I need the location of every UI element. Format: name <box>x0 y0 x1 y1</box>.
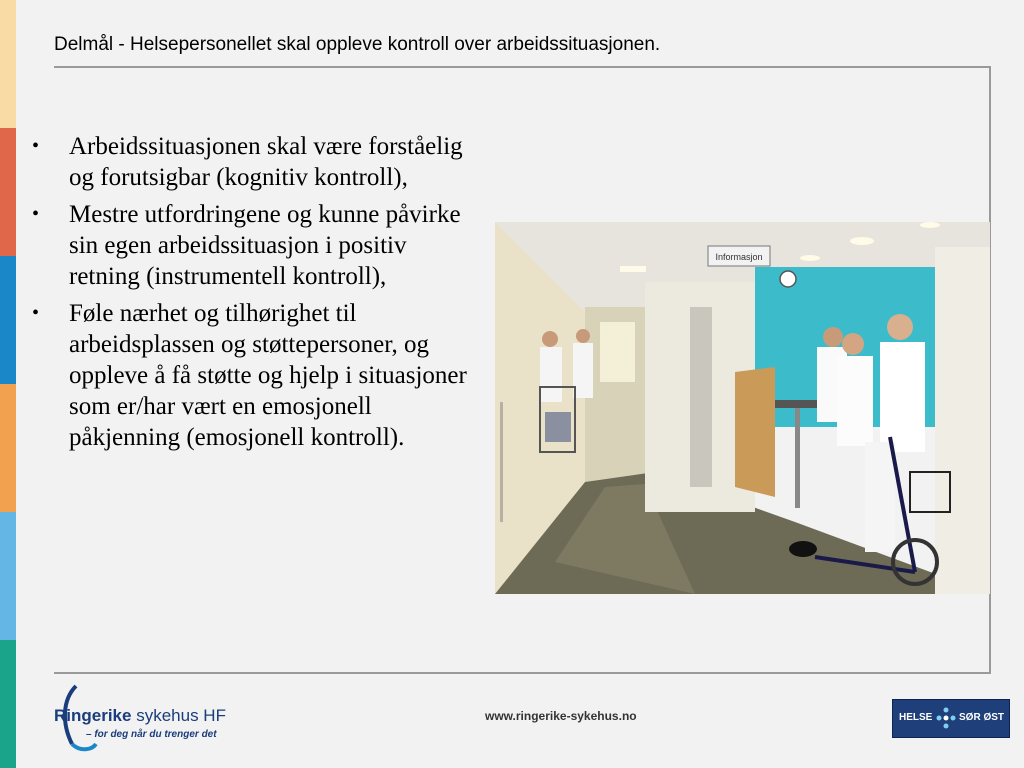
bullet-text: Arbeidssituasjonen skal være forståelig og forutsigbar (kognitiv kontroll), <box>69 133 463 191</box>
bullet-text: Føle nærhet og tilhørighet til arbeidsplassen og støttepersoner, og oppleve å få støtte og hjelp i situasjoner som er/har vært en emosjonell påkjenning (emosjonell kontroll). <box>69 300 467 451</box>
slide-title: Delmål - Helsepersonellet skal oppleve kontroll over arbeidssituasjonen. <box>54 34 661 55</box>
stripe-orange <box>0 384 16 512</box>
stripe-blue <box>0 256 16 384</box>
information-sign: Informasjon <box>715 252 763 262</box>
stripe-red <box>0 128 16 256</box>
title-divider <box>54 66 991 68</box>
bullet-symbol: • <box>32 203 40 225</box>
stripe-teal <box>0 640 16 768</box>
bullet-list <box>30 131 470 453</box>
hospital-name <box>54 706 226 726</box>
hospital-name-rest: sykehus HF <box>131 706 226 725</box>
bullet-item <box>30 298 470 453</box>
helse-dots-icon <box>935 706 957 730</box>
bullet-item <box>30 199 470 292</box>
hospital-name-bold: Ringerike <box>54 706 132 725</box>
bullet-item <box>30 131 470 193</box>
footer-url: www.ringerike-sykehus.no <box>485 709 637 723</box>
stripe-light-blue <box>0 512 16 640</box>
footer-divider <box>54 672 991 674</box>
hospital-tagline: – for deg når du trenger det <box>86 729 217 740</box>
bullet-symbol: • <box>32 135 40 157</box>
partner-left-text: HELSE <box>899 712 933 723</box>
stripe-cream <box>0 0 16 128</box>
partner-right-text: SØR ØST <box>959 712 1005 723</box>
bullet-text: Mestre utfordringene og kunne påvirke sin egen arbeidssituasjon i positiv retning (instrumentell kontroll), <box>69 201 461 290</box>
hospital-corridor-photo <box>495 222 990 594</box>
bullet-symbol: • <box>32 302 40 324</box>
helse-sor-ost-logo <box>892 699 1010 738</box>
